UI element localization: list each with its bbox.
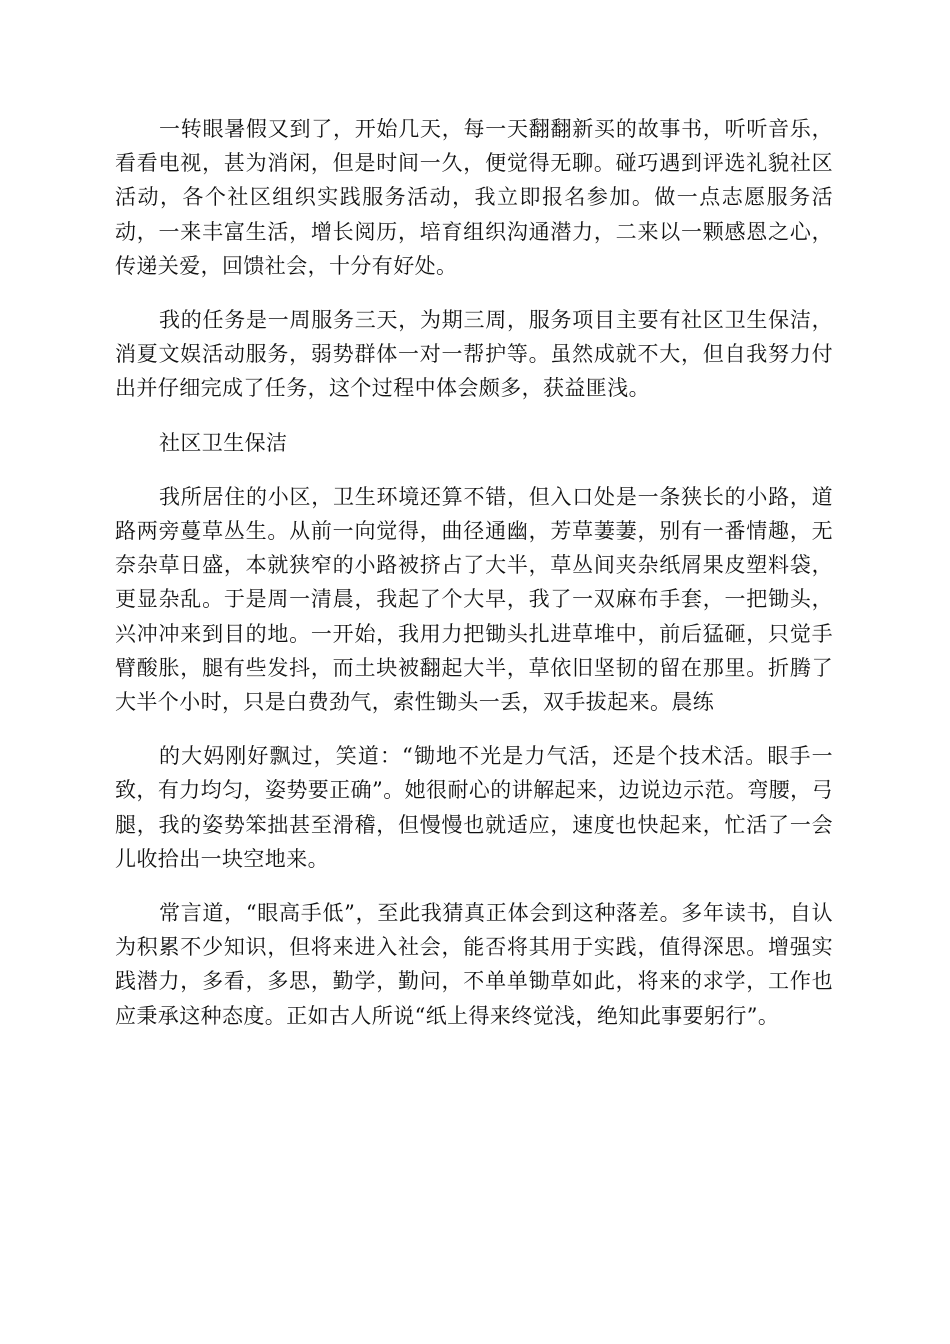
paragraph-cleaning: 我所居住的小区，卫生环境还算不错，但入口处是一条狭长的小路，道路两旁蔓草丛生。从前一向觉得，曲径通幽，芳草萋萋，别有一番情趣，无奈杂草日盛，本就狭窄的小路被挤占了大半，草丛间夹杂纸屑果皮塑料袋，更显杂乱。于是周一清晨，我起了个大早，我了一双麻布手套，一把锄头，兴冲冲来到目的地。一开始，我用力把锄头扎进草堆中，前后猛砸，只觉手臂酸胀，腿有些发抖，而土块被翻起大半，草依旧坚韧的留在那里。折腾了大半个小时，只是白费劲气，索性锄头一丢，双手拔起来。晨练 — [115, 484, 833, 715]
paragraph-task: 我的任务是一周服务三天，为期三周，服务项目主要有社区卫生保洁，消夏文娱活动服务，弱势群体一对一帮护等。虽然成就不大，但自我努力付出并仔细完成了任务，这个过程中体会颇多，获益匪浅。 — [115, 308, 833, 401]
paragraph-reflection: 常言道，“眼高手低”，至此我猜真正体会到这种落差。多年读书，自认为积累不少知识，但将来进入社会，能否将其用于实践，值得深思。增强实践潜力，多看，多思，勤学，勤问，不单单锄草如此，将来的求学，工作也应秉承这种态度。正如古人所说“纸上得来终觉浅，绝知此事要躬行”。 — [115, 901, 833, 1028]
document-page — [115, 112, 833, 1053]
paragraph-aunt: 的大妈刚好飘过，笑道：“锄地不光是力气活，还是个技术活。眼手一致，有力均匀，姿势要正确”。她很耐心的讲解起来，边说边示范。弯腰，弓腿，我的姿势笨拙甚至滑稽，但慢慢也就适应，速度也快起来，忙活了一会儿收拾出一块空地来。 — [115, 744, 833, 871]
section-heading: 社区卫生保洁 — [159, 430, 288, 455]
paragraph-intro: 一转眼暑假又到了，开始几天，每一天翻翻新买的故事书，听听音乐，看看电视，甚为消闲，但是时间一久，便觉得无聊。碰巧遇到评选礼貌社区活动，各个社区组织实践服务活动，我立即报名参加。做一点志愿服务活动，一来丰富生活，增长阅历，培育组织沟通潜力，二来以一颗感恩之心，传递关爱，回馈社会，十分有好处。 — [115, 117, 833, 278]
